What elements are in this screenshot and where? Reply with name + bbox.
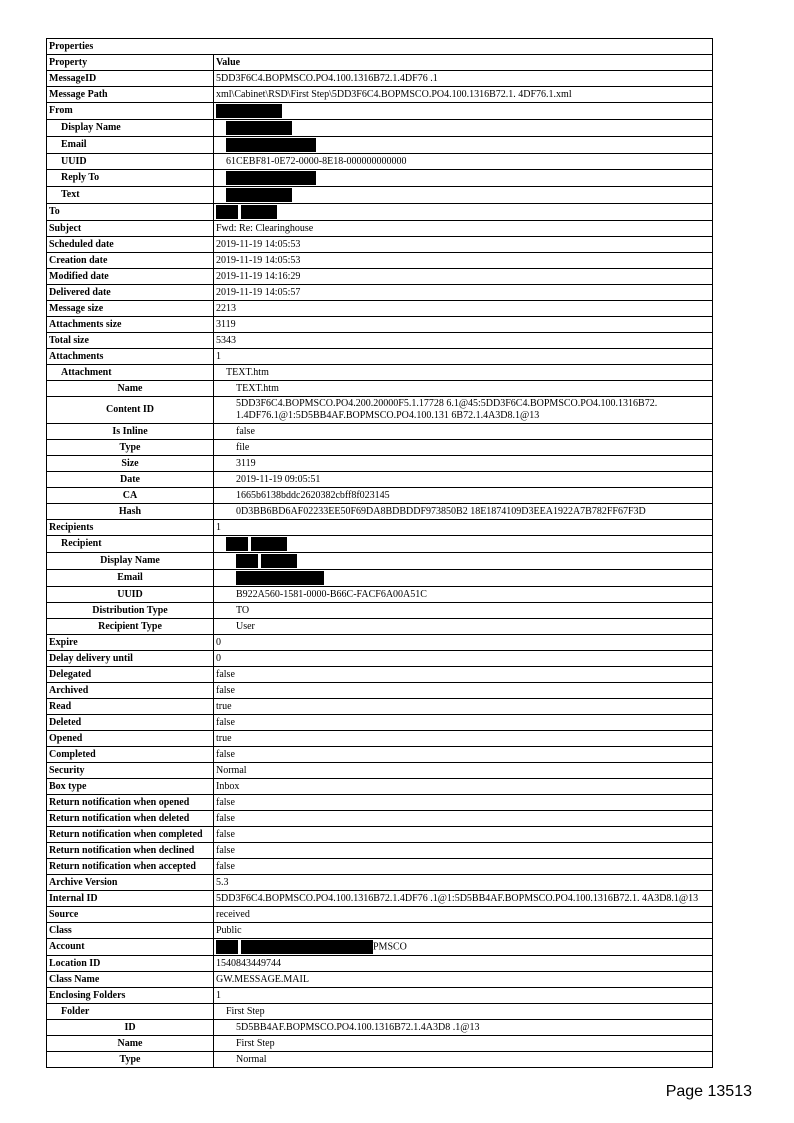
table-row <box>47 923 713 939</box>
table-row <box>47 763 713 779</box>
property-value: false <box>214 827 713 843</box>
property-value: TEXT.htm <box>214 381 713 397</box>
property-value: 3119 <box>214 456 713 472</box>
property-name: Location ID <box>47 956 214 972</box>
property-value: 5DD3F6C4.BOPMSCO.PO4.200.20000F5.1.17728 6.1@45:5DD3F6C4.BOPMSCO.PO4.100.1316B72. 1.4DF76.1@1:5D5BB4AF.BOPMSCO.PO4.100.131 6B72.1.4A3D8.1@13 <box>214 397 713 424</box>
property-value: 1 <box>214 988 713 1004</box>
property-value: 61CEBF81-0E72-0000-8E18-000000000000 <box>214 154 713 170</box>
property-value: false <box>214 747 713 763</box>
redaction-bar <box>216 940 238 954</box>
property-value: Fwd: Re: Clearinghouse <box>214 221 713 237</box>
property-value <box>214 536 713 553</box>
property-name: Distribution Type <box>47 603 214 619</box>
property-name: MessageID <box>47 71 214 87</box>
property-name: Display Name <box>47 553 214 570</box>
property-name: Class <box>47 923 214 939</box>
table-row <box>47 891 713 907</box>
account-suffix: PMSCO <box>373 941 407 953</box>
property-name: Creation date <box>47 253 214 269</box>
property-name: Display Name <box>47 120 214 137</box>
page-number: Page 13513 <box>665 1083 752 1100</box>
property-value: User <box>214 619 713 635</box>
property-name: Email <box>47 570 214 587</box>
property-value: 0 <box>214 635 713 651</box>
property-value: Normal <box>214 763 713 779</box>
property-value: 0 <box>214 651 713 667</box>
property-value: 2019-11-19 14:05:53 <box>214 253 713 269</box>
property-name: Type <box>47 1052 214 1068</box>
property-name: Recipient Type <box>47 619 214 635</box>
property-name: Scheduled date <box>47 237 214 253</box>
table-row <box>47 349 713 365</box>
property-name: ID <box>47 1020 214 1036</box>
table-row <box>47 1004 713 1020</box>
property-name: CA <box>47 488 214 504</box>
table-row <box>47 1036 713 1052</box>
property-value: xml\Cabinet\RSD\First Step\5DD3F6C4.BOPMSCO.PO4.100.1316B72.1. 4DF76.1.xml <box>214 87 713 103</box>
redaction-bar <box>251 537 287 551</box>
table-row <box>47 699 713 715</box>
table-row <box>47 87 713 103</box>
table-row <box>47 440 713 456</box>
property-name: Name <box>47 1036 214 1052</box>
property-name: Opened <box>47 731 214 747</box>
property-name: Total size <box>47 333 214 349</box>
redaction-bar <box>261 554 297 568</box>
property-value: 2019-11-19 14:05:53 <box>214 237 713 253</box>
property-name: Enclosing Folders <box>47 988 214 1004</box>
property-name: Modified date <box>47 269 214 285</box>
redaction-bar <box>241 940 373 954</box>
table-row <box>47 907 713 923</box>
property-name: Is Inline <box>47 424 214 440</box>
table-row <box>47 71 713 87</box>
property-value: 0D3BB6BD6AF02233EE50F69DA8BDBDDF973850B2 18E1874109D3EEA1922A7B782FF67F3D <box>214 504 713 520</box>
property-value <box>214 553 713 570</box>
table-row <box>47 956 713 972</box>
property-name: Archive Version <box>47 875 214 891</box>
table-row <box>47 859 713 875</box>
property-name: Security <box>47 763 214 779</box>
property-name: Delegated <box>47 667 214 683</box>
property-value: 2019-11-19 14:16:29 <box>214 269 713 285</box>
table-row <box>47 285 713 301</box>
property-name: Size <box>47 456 214 472</box>
column-header-property: Property <box>47 55 214 71</box>
property-value: false <box>214 683 713 699</box>
table-row <box>47 553 713 570</box>
property-name: Recipient <box>47 536 214 553</box>
property-value: false <box>214 859 713 875</box>
table-row <box>47 424 713 440</box>
property-name: Content ID <box>47 397 214 424</box>
redaction-bar <box>241 205 277 219</box>
table-row <box>47 972 713 988</box>
property-value: 1540843449744 <box>214 956 713 972</box>
property-value: TEXT.htm <box>214 365 713 381</box>
table-row <box>47 651 713 667</box>
property-name: Archived <box>47 683 214 699</box>
property-value <box>214 103 713 120</box>
property-name: Recipients <box>47 520 214 536</box>
property-name: Box type <box>47 779 214 795</box>
table-row <box>47 779 713 795</box>
property-name: Source <box>47 907 214 923</box>
table-row <box>47 1052 713 1068</box>
property-name: Delivered date <box>47 285 214 301</box>
property-value <box>214 120 713 137</box>
redaction-bar <box>226 138 316 152</box>
property-value: false <box>214 715 713 731</box>
property-name: Message Path <box>47 87 214 103</box>
property-value <box>214 187 713 204</box>
property-value: 5D5BB4AF.BOPMSCO.PO4.100.1316B72.1.4A3D8 .1@13 <box>214 1020 713 1036</box>
table-row <box>47 301 713 317</box>
table-row <box>47 456 713 472</box>
table-row <box>47 137 713 154</box>
property-name: To <box>47 204 214 221</box>
table-row <box>47 120 713 137</box>
table-row <box>47 875 713 891</box>
property-name: Return notification when accepted <box>47 859 214 875</box>
table-row <box>47 570 713 587</box>
redaction-bar <box>216 205 238 219</box>
table-row <box>47 988 713 1004</box>
property-value: Inbox <box>214 779 713 795</box>
property-value: 5343 <box>214 333 713 349</box>
property-value: 5DD3F6C4.BOPMSCO.PO4.100.1316B72.1.4DF76 .1@1:5D5BB4AF.BOPMSCO.PO4.100.1316B72.1. 4A3D8.1@13 <box>214 891 713 907</box>
property-name: Expire <box>47 635 214 651</box>
property-value: TO <box>214 603 713 619</box>
property-value: 3119 <box>214 317 713 333</box>
property-name: UUID <box>47 587 214 603</box>
table-row <box>47 187 713 204</box>
property-value: 5DD3F6C4.BOPMSCO.PO4.100.1316B72.1.4DF76 .1 <box>214 71 713 87</box>
property-value: file <box>214 440 713 456</box>
property-name: Completed <box>47 747 214 763</box>
property-value: false <box>214 811 713 827</box>
property-name: Email <box>47 137 214 154</box>
property-name: Return notification when completed <box>47 827 214 843</box>
table-row <box>47 731 713 747</box>
property-name: Attachments <box>47 349 214 365</box>
table-row <box>47 397 713 424</box>
property-name: Name <box>47 381 214 397</box>
property-name: Folder <box>47 1004 214 1020</box>
table-header-row <box>47 55 713 71</box>
table-row <box>47 587 713 603</box>
table-row <box>47 603 713 619</box>
table-row <box>47 170 713 187</box>
property-name: Text <box>47 187 214 204</box>
redaction-bar <box>226 121 292 135</box>
table-row <box>47 715 713 731</box>
property-value: false <box>214 795 713 811</box>
table-row <box>47 103 713 120</box>
property-name: Return notification when opened <box>47 795 214 811</box>
property-value <box>214 204 713 221</box>
table-row <box>47 683 713 699</box>
table-row <box>47 204 713 221</box>
property-name: Attachment <box>47 365 214 381</box>
redaction-bar <box>236 571 324 585</box>
property-name: Account <box>47 939 214 956</box>
table-row <box>47 317 713 333</box>
property-value: 5.3 <box>214 875 713 891</box>
property-value: received <box>214 907 713 923</box>
property-value: 1 <box>214 520 713 536</box>
table-row <box>47 635 713 651</box>
table-row <box>47 381 713 397</box>
table-title-row <box>47 39 713 55</box>
property-name: Class Name <box>47 972 214 988</box>
table-row <box>47 365 713 381</box>
table-row <box>47 795 713 811</box>
property-name: From <box>47 103 214 120</box>
property-value: false <box>214 667 713 683</box>
table-row <box>47 488 713 504</box>
table-row <box>47 843 713 859</box>
table-row <box>47 827 713 843</box>
property-value <box>214 939 713 956</box>
table-row <box>47 520 713 536</box>
table-row <box>47 619 713 635</box>
table-row <box>47 333 713 349</box>
table-title: Properties <box>47 39 713 55</box>
property-value: false <box>214 843 713 859</box>
redaction-bar <box>236 554 258 568</box>
property-value: 2213 <box>214 301 713 317</box>
table-row <box>47 939 713 956</box>
property-value: Public <box>214 923 713 939</box>
property-name: Subject <box>47 221 214 237</box>
property-value: false <box>214 424 713 440</box>
property-name: Reply To <box>47 170 214 187</box>
property-value: true <box>214 699 713 715</box>
property-value: First Step <box>214 1004 713 1020</box>
table-row <box>47 811 713 827</box>
property-value: Normal <box>214 1052 713 1068</box>
property-name: Delay delivery until <box>47 651 214 667</box>
property-name: UUID <box>47 154 214 170</box>
column-header-value: Value <box>214 55 713 71</box>
property-name: Deleted <box>47 715 214 731</box>
table-row <box>47 154 713 170</box>
redaction-bar <box>226 188 292 202</box>
property-name: Hash <box>47 504 214 520</box>
property-value: GW.MESSAGE.MAIL <box>214 972 713 988</box>
property-name: Message size <box>47 301 214 317</box>
redaction-bar <box>226 171 316 185</box>
property-value: First Step <box>214 1036 713 1052</box>
property-value: 2019-11-19 14:05:57 <box>214 285 713 301</box>
property-name: Internal ID <box>47 891 214 907</box>
property-name: Type <box>47 440 214 456</box>
property-value: true <box>214 731 713 747</box>
property-value: 1 <box>214 349 713 365</box>
redaction-bar <box>226 537 248 551</box>
table-row <box>47 472 713 488</box>
table-row <box>47 536 713 553</box>
property-value <box>214 137 713 154</box>
table-row <box>47 1020 713 1036</box>
table-row <box>47 269 713 285</box>
redaction-bar <box>216 104 282 118</box>
property-name: Attachments size <box>47 317 214 333</box>
table-row <box>47 667 713 683</box>
property-value: B922A560-1581-0000-B66C-FACF6A00A51C <box>214 587 713 603</box>
table-row <box>47 237 713 253</box>
property-name: Date <box>47 472 214 488</box>
property-name: Return notification when declined <box>47 843 214 859</box>
property-value <box>214 570 713 587</box>
property-value <box>214 170 713 187</box>
property-value: 1665b6138bddc2620382cbff8f023145 <box>214 488 713 504</box>
property-value: 2019-11-19 09:05:51 <box>214 472 713 488</box>
table-row <box>47 221 713 237</box>
properties-table <box>46 38 713 1068</box>
property-name: Read <box>47 699 214 715</box>
table-row <box>47 747 713 763</box>
property-name: Return notification when deleted <box>47 811 214 827</box>
table-row <box>47 253 713 269</box>
table-row <box>47 504 713 520</box>
